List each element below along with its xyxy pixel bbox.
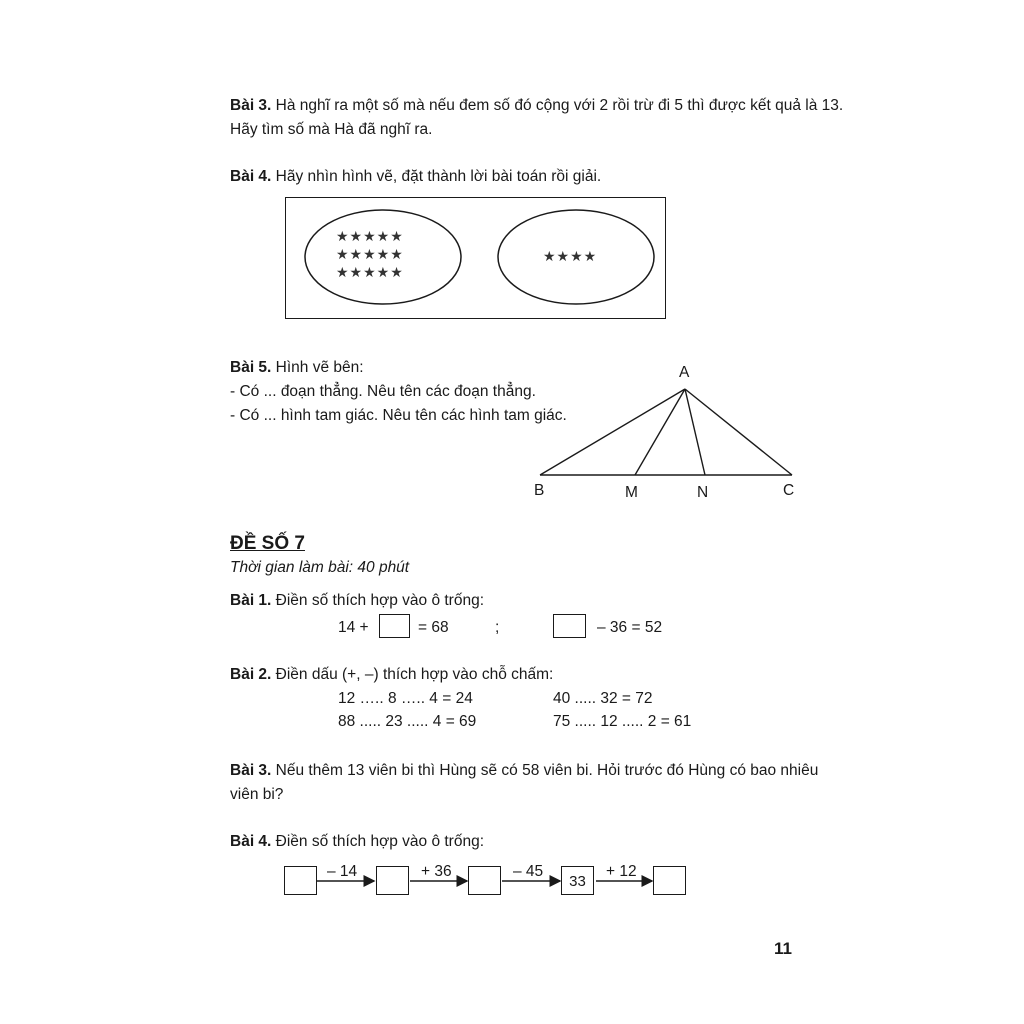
prev-bai4-text: Hãy nhìn hình vẽ, đặt thành lời bài toán rồi giải. [275, 168, 602, 185]
de7-bai3-label: Bài 3. [230, 762, 272, 779]
left-star-group [336, 228, 404, 282]
de7-bai2-text: Điền dấu (+, –) thích hợp vào chỗ chấm: [275, 666, 554, 683]
prev-bai5-item1: - Có ... đoạn thẳng. Nêu tên các đoạn thẳng. [230, 383, 536, 400]
point-n-label: N [697, 484, 709, 501]
de7-bai4-line [230, 831, 484, 853]
chain-box-5[interactable] [653, 866, 686, 895]
prev-bai3-line1 [230, 95, 843, 117]
chain-box-given: 33 [561, 866, 594, 895]
de7-bai3-line2: viên bi? [230, 786, 284, 803]
chain-op-3: – 45 [513, 863, 544, 880]
chain-box-1[interactable] [284, 866, 317, 895]
de7-bai2-line [230, 664, 553, 686]
de7-bai2-label: Bài 2. [230, 666, 272, 683]
triangle-figure [530, 380, 810, 490]
bai2-row1-col1: 12 ….. 8 ….. 4 = 24 [338, 690, 473, 707]
prev-bai5-label: Bài 5. [230, 359, 272, 376]
chain-op-2: + 36 [421, 863, 452, 880]
exam-title: ĐỀ SỐ 7 [230, 533, 305, 554]
de7-bai1-text: Điền số thích hợp vào ô trống: [275, 592, 485, 609]
prev-bai5-text: Hình vẽ bên: [275, 359, 364, 376]
star-row: ★★★★★ [336, 247, 404, 263]
eq2-answer-box[interactable] [553, 614, 586, 638]
bai2-row2-col2: 75 ..... 12 ..... 2 = 61 [553, 713, 692, 730]
chain-box-3[interactable] [468, 866, 501, 895]
prev-bai3-text: Hà nghĩ ra một số mà nếu đem số đó cộng với 2 rồi trừ đi 5 thì được kết quả là 13. [275, 97, 844, 114]
right-star-group: ★★★★ [543, 249, 598, 265]
exam-time: Thời gian làm bài: 40 phút [230, 559, 410, 576]
point-b-label: B [534, 482, 545, 499]
de7-bai4-text: Điền số thích hợp vào ô trống: [275, 833, 485, 850]
point-c-label: C [783, 482, 795, 499]
prev-bai3-line2: Hãy tìm số mà Hà đã nghĩ ra. [230, 121, 433, 138]
eq1-right: = 68 [418, 619, 449, 636]
de7-bai3-text: Nếu thêm 13 viên bi thì Hùng sẽ có 58 viên bi. Hỏi trước đó Hùng có bao nhiêu [275, 762, 819, 779]
de7-bai3-line1 [230, 760, 818, 782]
prev-bai3-label: Bài 3. [230, 97, 272, 114]
prev-bai4-line [230, 166, 601, 188]
de7-bai1-line [230, 590, 484, 612]
eq1-left: 14 + [338, 619, 369, 636]
bai2-row1-col2: 40 ..... 32 = 72 [553, 690, 653, 707]
star-row: ★★★★★ [336, 229, 404, 245]
prev-bai5-item2: - Có ... hình tam giác. Nêu tên các hình tam giác. [230, 407, 567, 424]
eq1-answer-box[interactable] [379, 614, 410, 638]
chain-op-4: + 12 [606, 863, 637, 880]
point-m-label: M [625, 484, 638, 501]
prev-bai4-label: Bài 4. [230, 168, 272, 185]
chain-box-2[interactable] [376, 866, 409, 895]
eq-separator: ; [495, 619, 500, 636]
prev-bai5-line [230, 357, 364, 379]
de7-bai4-label: Bài 4. [230, 833, 272, 850]
bai2-row2-col1: 88 ..... 23 ..... 4 = 69 [338, 713, 477, 730]
page-number: 11 [774, 939, 792, 958]
eq2-right: – 36 = 52 [597, 619, 663, 636]
point-a-label: A [679, 364, 690, 381]
de7-bai1-label: Bài 1. [230, 592, 272, 609]
chain-op-1: – 14 [327, 863, 358, 880]
star-row: ★★★★★ [336, 265, 404, 281]
